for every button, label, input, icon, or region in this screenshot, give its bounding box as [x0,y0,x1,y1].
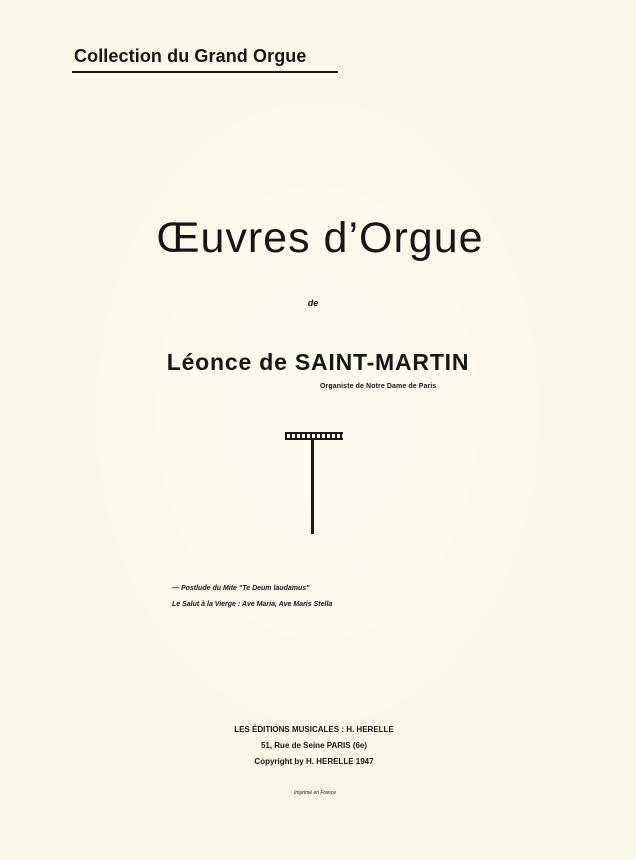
composer-role: Organiste de Notre Dame de Paris [320,383,437,390]
by-label: de [307,298,319,308]
work-line: — Postlude du Mite "Te Deum laudamus" [172,585,310,592]
work-line: Le Salut à la Vierge : Ave Maria, Ave Maris Stella [172,601,333,608]
ornament-stem [311,440,314,534]
publisher-block [190,722,438,770]
composer-name: Léonce de SAINT-MARTIN [166,349,470,375]
publisher-address: 51, Rue de Seine PARIS (6e) [260,741,368,750]
publisher-name: LES ÉDITIONS MUSICALES : H. HERELLE [234,725,394,734]
copyright-line: Copyright by H. HERELLE 1947 [254,757,374,766]
collection-label: Collection du Grand Orgue [74,46,307,66]
work-title: Œuvres d’Orgue [156,214,484,262]
printed-in-label: Imprimé en France [294,790,336,796]
works-list [172,581,332,613]
ornament-cross [285,432,345,534]
ornament-bar [285,432,343,440]
collection-underline [72,71,338,73]
